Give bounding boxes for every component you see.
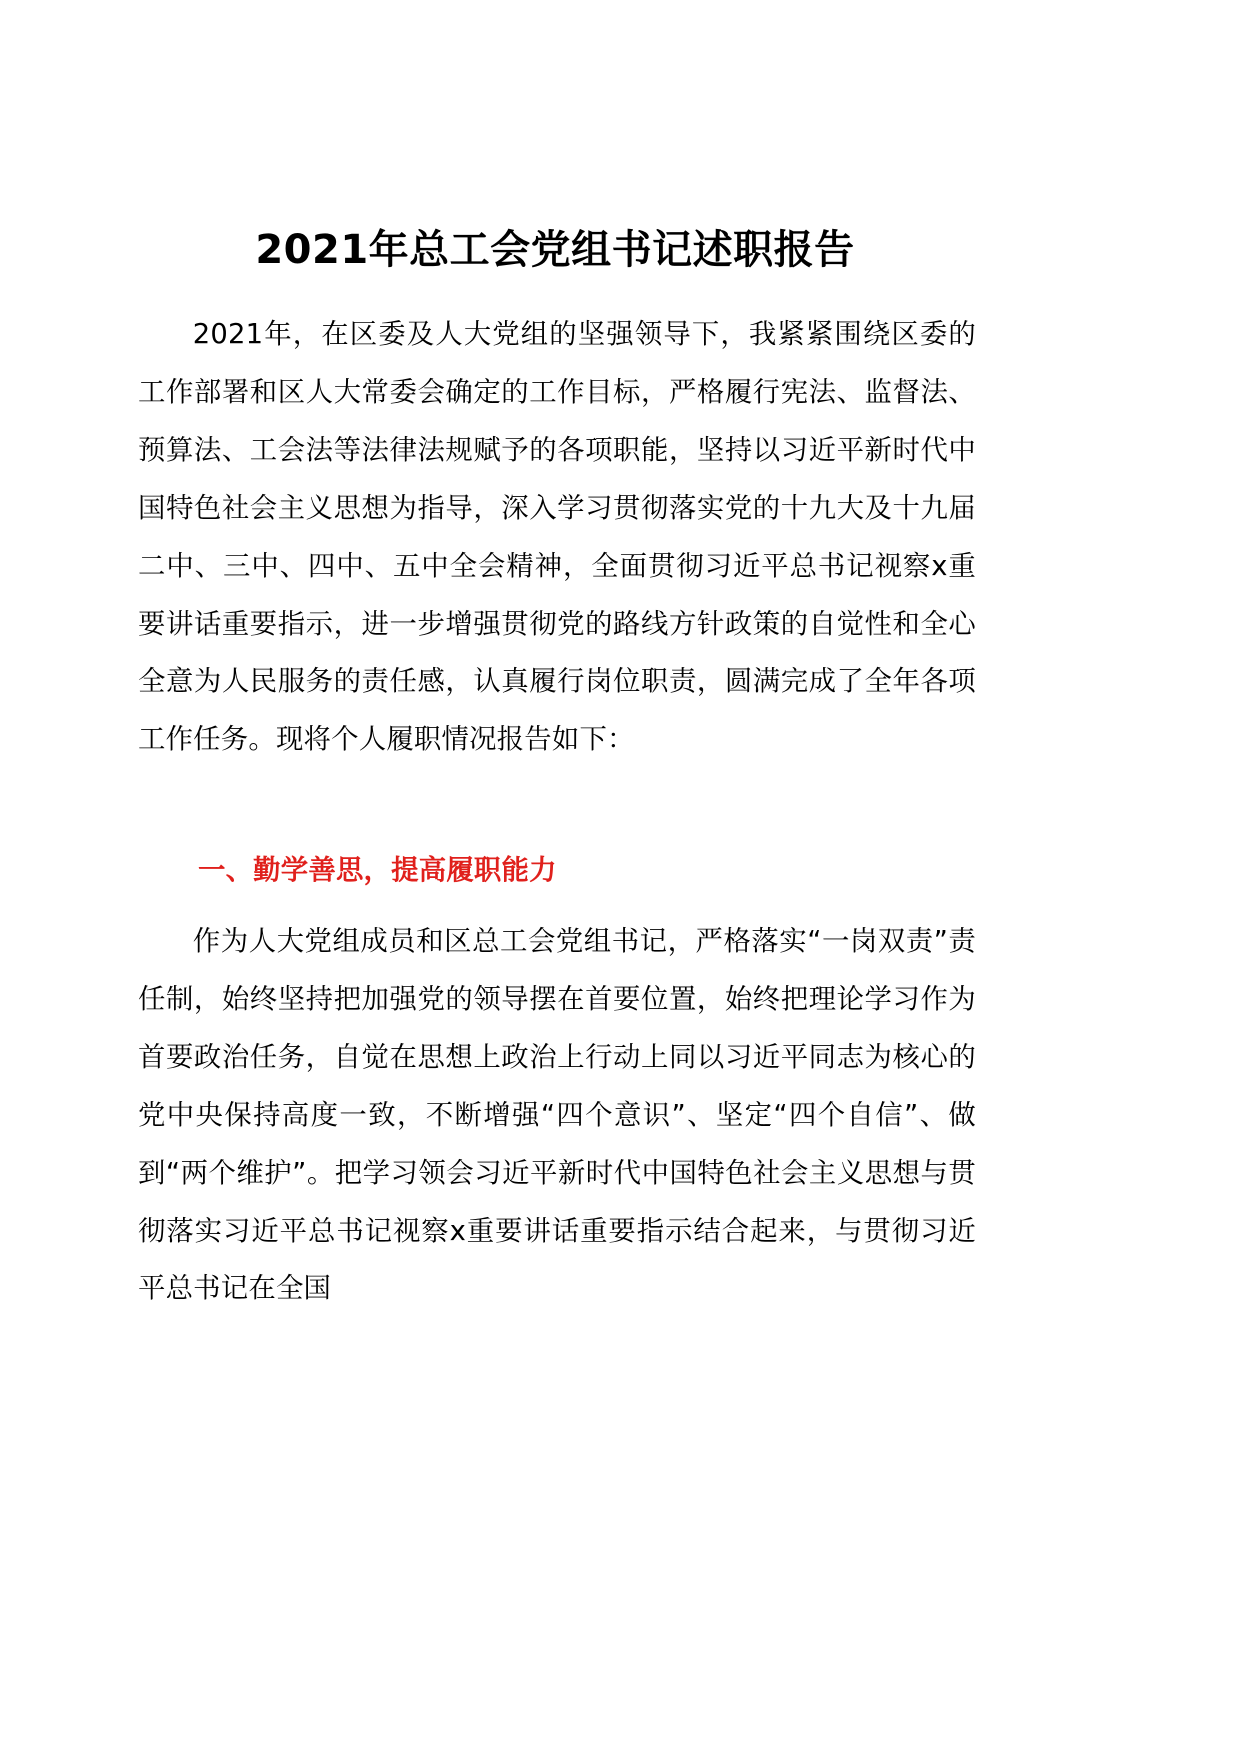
section-paragraph: 作为人大党组成员和区总工会党组书记，严格落实“一岗双责”责任制，始终坚持把加强党的领导摆在首要位置，始终把理论学习作为首要政治任务，自觉在思想上政治上行动上同以习近平同志为核心的党中央保持高度一致，不断增强“四个意识”、坚定“四个自信”、做到“两个维护”。把学习领会习近平新时代中国特色社会主义思想与贯彻落实习近平总书记视察x重要讲话重要指示结合起来，与贯彻习近平总书记在全国: [138, 926, 976, 1305]
section-heading: 一、勤学善思，提高履职能力: [198, 855, 557, 886]
document-title: 2021年总工会党组书记述职报告: [255, 227, 855, 273]
intro-paragraph: 2021年，在区委及人大党组的坚强领导下，我紧紧围绕区委的工作部署和区人大常委会确定的工作目标，严格履行宪法、监督法、预算法、工会法等法律法规赋予的各项职能，坚持以习近平新时代中国特色社会主义思想为指导，深入学习贯彻落实党的十九大及十九届二中、三中、四中、五中全会精神，全面贯彻习近平总书记视察x重要讲话重要指示，进一步增强贯彻党的路线方针政策的自觉性和全心全意为人民服务的责任感，认真履行岗位职责，圆满完成了全年各项工作任务。现将个人履职情况报告如下：: [138, 319, 976, 756]
